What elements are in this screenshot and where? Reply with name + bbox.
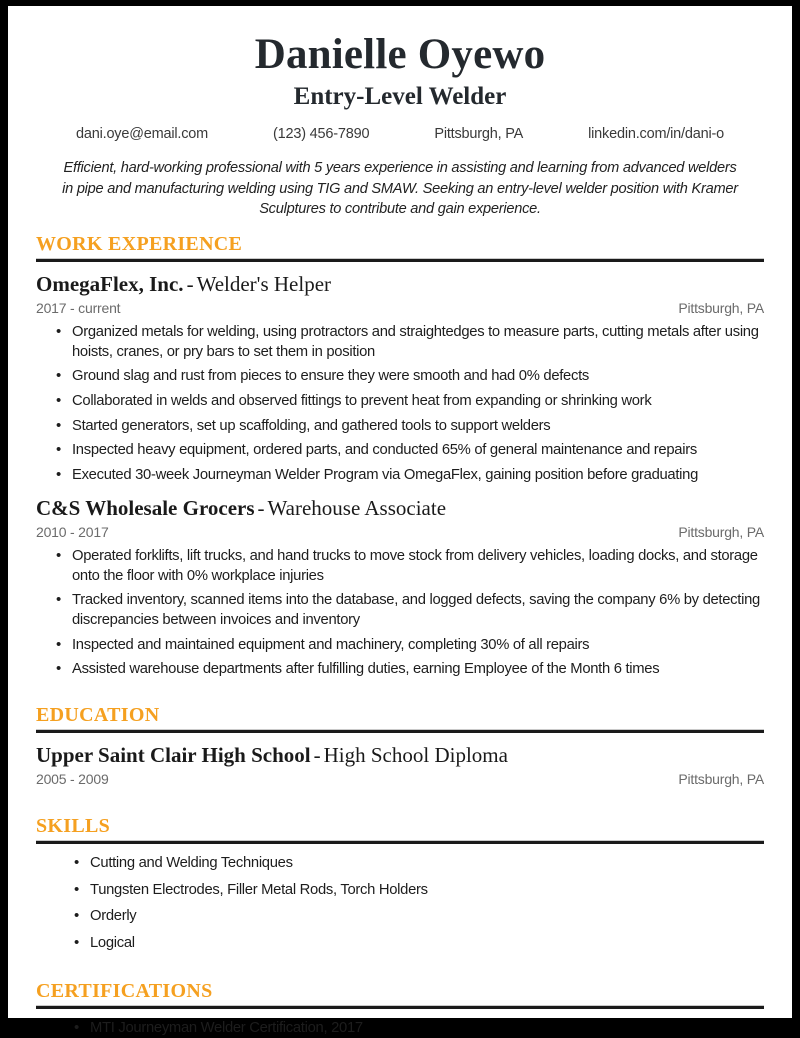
contact-linkedin[interactable]: linkedin.com/in/dani-o: [588, 126, 724, 143]
list-item: • Collaborated in welds and observed fittings to prevent heat from expanding or shrinking work: [70, 392, 764, 412]
list-item: • Executed 30-week Journeyman Welder Program via OmegaFlex, gaining position before graduating: [70, 466, 764, 486]
experience-dates: 2010 - 2017: [36, 523, 109, 540]
professional-summary: Efficient, hard-working professional with 5 years experience in assisting and learning from advanced welders in pipe and manufacturing welding using TIG and SMAW. Seeking an entry-level welder position with Kramer Sculptures to contribute and gain experience.: [62, 160, 738, 217]
education-institution: Upper Saint Clair High School: [36, 742, 311, 767]
education-entry: [36, 743, 764, 787]
education-dates: 2005 - 2009: [36, 771, 109, 788]
section-divider: [36, 258, 764, 262]
list-item: • Tungsten Electrodes, Filler Metal Rods, Torch Holders: [88, 881, 764, 901]
entry-separator: -: [186, 271, 194, 296]
education-degree: High School Diploma: [323, 742, 508, 767]
experience-meta: [36, 300, 764, 316]
experience-location: Pittsburgh, PA: [678, 523, 764, 540]
education-location: Pittsburgh, PA: [678, 771, 764, 788]
experience-organization: OmegaFlex, Inc.: [36, 271, 184, 296]
section-work-experience: [36, 233, 764, 680]
list-item: • Started generators, set up scaffolding, and gathered tools to support welders: [70, 417, 764, 437]
experience-role: Welder's Helper: [196, 271, 332, 296]
section-education: [36, 704, 764, 787]
experience-entry-heading: [36, 272, 764, 297]
education-entry-heading: [36, 743, 764, 768]
section-divider: [36, 729, 764, 733]
experience-entry: [36, 496, 764, 680]
resume-content: [8, 6, 792, 1038]
section-skills: [36, 815, 764, 954]
list-item: • Cutting and Welding Techniques: [88, 854, 764, 874]
section-title-work-experience: WORK EXPERIENCE: [36, 232, 243, 255]
contact-phone: (123) 456-7890: [273, 126, 370, 143]
section-title-skills: SKILLS: [36, 815, 111, 838]
experience-entry: [36, 272, 764, 486]
experience-entry-heading: [36, 496, 764, 521]
section-divider: [36, 840, 764, 844]
section-title-certifications: CERTIFICATIONS: [36, 979, 213, 1002]
contact-location: Pittsburgh, PA: [434, 126, 524, 143]
skills-list: [36, 854, 764, 954]
experience-bullet-list: [36, 323, 764, 486]
section-certifications: [36, 980, 764, 1038]
section-title-education: EDUCATION: [36, 703, 160, 726]
resume-header: [36, 32, 764, 142]
education-meta: [36, 771, 764, 787]
list-item: • Orderly: [88, 907, 764, 927]
candidate-job-title: Entry-Level Welder: [293, 83, 507, 111]
list-item: • Logical: [88, 934, 764, 954]
entry-separator: -: [257, 495, 265, 520]
list-item: • Operated forklifts, lift trucks, and hand trucks to move stock from delivery vehicles, loading docks, and storage onto the floor with 0% workplace injuries: [70, 547, 764, 586]
list-item: • Inspected heavy equipment, ordered parts, and conducted 65% of general maintenance and repairs: [70, 441, 764, 461]
resume-page: [8, 6, 792, 1036]
list-item: • Assisted warehouse departments after fulfilling duties, earning Employee of the Month 6 times: [70, 660, 764, 680]
experience-bullet-list: [36, 547, 764, 680]
list-item: • Ground slag and rust from pieces to ensure they were smooth and had 0% defects: [70, 367, 764, 387]
experience-organization: C&S Wholesale Grocers: [36, 495, 255, 520]
experience-location: Pittsburgh, PA: [678, 299, 764, 316]
candidate-name: Danielle Oyewo: [254, 31, 546, 78]
certifications-list: [36, 1019, 764, 1038]
list-item: • Organized metals for welding, using protractors and straightedges to measure parts, cutting metals after using hoists, cranes, or pry bars to set them in position: [70, 323, 764, 362]
contact-row: [76, 126, 724, 142]
list-item: • Tracked inventory, scanned items into the database, and logged defects, saving the company 6% by detecting discrepancies between invoices and inventory: [70, 591, 764, 630]
list-item: • MTI Journeyman Welder Certification, 2017: [88, 1019, 764, 1038]
entry-separator: -: [313, 742, 321, 767]
experience-role: Warehouse Associate: [267, 495, 447, 520]
contact-email[interactable]: dani.oye@email.com: [76, 126, 209, 143]
list-item: • Inspected and maintained equipment and machinery, completing 30% of all repairs: [70, 636, 764, 656]
experience-meta: [36, 524, 764, 540]
experience-dates: 2017 - current: [36, 299, 121, 316]
section-divider: [36, 1005, 764, 1009]
